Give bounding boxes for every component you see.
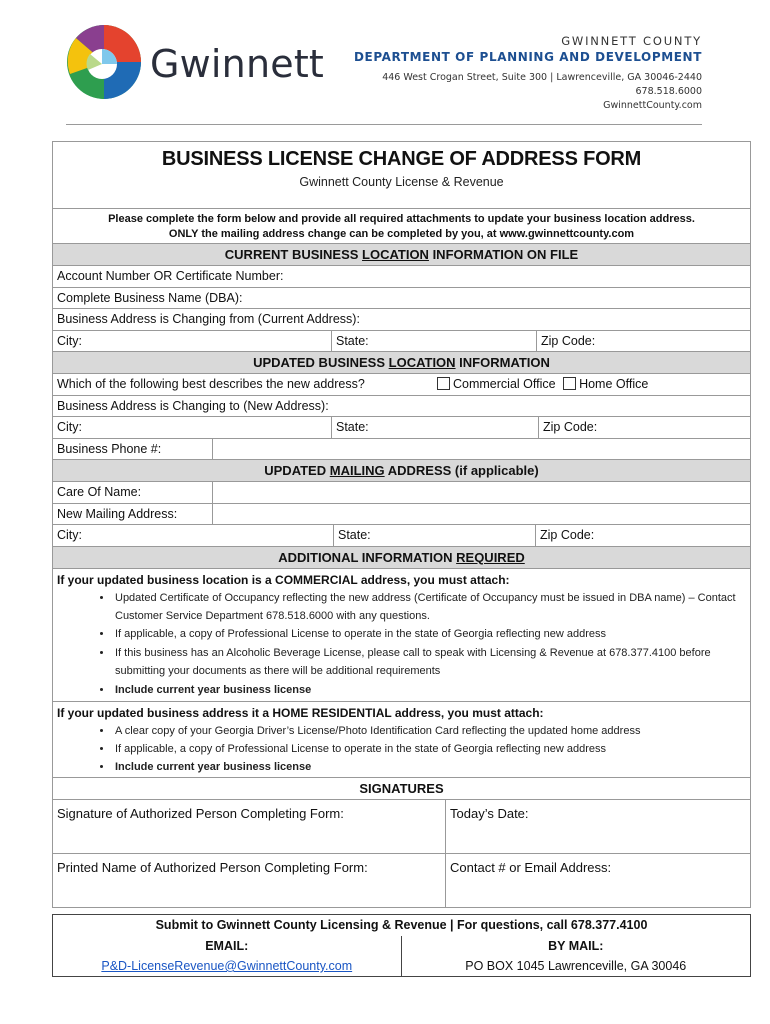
- mailing-address-row: [53, 503, 750, 525]
- department-name: DEPARTMENT OF PLANNING AND DEVELOPMENT: [354, 50, 702, 64]
- mailing-state-field[interactable]: State:: [334, 525, 536, 546]
- home-requirements-list: [53, 722, 750, 777]
- care-of-label: Care Of Name:: [53, 482, 213, 503]
- submission-footer: [52, 914, 751, 977]
- section-signatures: SIGNATURES: [53, 777, 750, 799]
- address-type-question: Which of the following best describes the new address?: [57, 377, 365, 391]
- section-updated-location: UPDATED BUSINESS LOCATION INFORMATION: [53, 351, 750, 373]
- list-item: • If applicable, a copy of Professional License to operate in the state of Georgia reflecting new address: [113, 740, 750, 758]
- form-title-block: [53, 142, 750, 208]
- commercial-office-checkbox[interactable]: [437, 377, 450, 390]
- home-requirements-heading: If your updated business address it a HOME RESIDENTIAL address, you must attach:: [57, 705, 544, 720]
- mailing-zip-field[interactable]: Zip Code:: [540, 528, 595, 542]
- current-address-field[interactable]: Business Address is Changing from (Current Address):: [57, 312, 360, 326]
- department-phone: 678.518.6000: [635, 86, 702, 97]
- department-website: GwinnettCounty.com: [603, 100, 702, 111]
- care-of-input[interactable]: [213, 482, 750, 503]
- department-address: 446 West Crogan Street, Suite 300 | Lawrenceville, GA 30046-2440: [382, 72, 702, 83]
- instructions-line-1: Please complete the form below and provide all required attachments to update your business location address.: [108, 213, 695, 225]
- contact-field[interactable]: Contact # or Email Address:: [450, 859, 612, 875]
- list-item: • Include current year business license: [113, 758, 750, 776]
- department-header: [354, 34, 702, 111]
- address-type-options: [433, 374, 750, 395]
- home-requirements: [53, 701, 750, 777]
- logo-wordmark: Gwinnett: [150, 42, 325, 86]
- mailing-city-field[interactable]: City:: [53, 525, 334, 546]
- commercial-office-label: Commercial Office: [453, 377, 556, 391]
- signature-field[interactable]: Signature of Authorized Person Completing Form:: [53, 800, 446, 853]
- submission-instructions: Submit to Gwinnett County Licensing & Revenue | For questions, call 678.377.4100: [155, 918, 648, 932]
- new-address-field[interactable]: Business Address is Changing to (New Address):: [57, 398, 329, 413]
- signature-row: [53, 799, 750, 853]
- home-office-checkbox[interactable]: [563, 377, 576, 390]
- form-title: BUSINESS LICENSE CHANGE OF ADDRESS FORM: [161, 148, 642, 170]
- submission-methods: [53, 936, 750, 976]
- section-mailing-address: UPDATED MAILING ADDRESS (if applicable): [53, 459, 750, 481]
- email-label: EMAIL:: [205, 939, 249, 953]
- printed-name-row: [53, 853, 750, 907]
- commercial-requirements: [53, 568, 750, 701]
- section-additional-info: ADDITIONAL INFORMATION REQUIRED: [53, 546, 750, 568]
- mailing-address-label: New Mailing Address:: [53, 504, 213, 525]
- list-item: • If this business has an Alcoholic Beverage License, please call to speak with Licensing & Revenue at 678.377.4100 before submitting your documents as there will be additional requirements: [113, 644, 750, 681]
- business-name-field[interactable]: Complete Business Name (DBA):: [57, 290, 243, 305]
- care-of-row: [53, 481, 750, 503]
- email-column: [53, 936, 402, 976]
- form-instructions: [53, 208, 750, 243]
- business-name-row: [53, 287, 750, 309]
- header-divider: [66, 124, 702, 125]
- home-office-label: Home Office: [579, 377, 649, 391]
- current-zip-field[interactable]: Zip Code:: [541, 333, 596, 348]
- account-number-row: [53, 265, 750, 287]
- current-address-row: [53, 308, 750, 330]
- instructions-line-2: ONLY the mailing address change can be completed by you, at www.gwinnettcounty.com: [168, 228, 635, 240]
- current-city-field[interactable]: City:: [53, 331, 332, 352]
- mail-address: PO BOX 1045 Lawrenceville, GA 30046: [465, 959, 687, 973]
- gwinnett-logo-icon: [66, 24, 142, 100]
- new-state-field[interactable]: State:: [332, 417, 539, 438]
- new-city-field[interactable]: City:: [53, 417, 332, 438]
- section-current-location: CURRENT BUSINESS LOCATION INFORMATION ON FILE: [53, 243, 750, 265]
- county-name: GWINNETT COUNTY: [561, 34, 702, 48]
- mail-column: [402, 936, 751, 976]
- mailing-address-input[interactable]: [213, 504, 750, 525]
- list-item: • A clear copy of your Georgia Driver’s License/Photo Identification Card reflecting the updated home address: [113, 722, 750, 740]
- mailing-city-row: [53, 524, 750, 546]
- commercial-requirements-heading: If your updated business location is a COMMERCIAL address, you must attach:: [57, 572, 510, 587]
- business-phone-row: [53, 438, 750, 460]
- email-link[interactable]: P&D-LicenseRevenue@GwinnettCounty.com: [101, 959, 353, 973]
- current-state-field[interactable]: State:: [332, 331, 537, 352]
- list-item: • If applicable, a copy of Professional License to operate in the state of Georgia reflecting new address: [113, 625, 750, 643]
- change-of-address-form: [52, 141, 751, 908]
- new-zip-field[interactable]: Zip Code:: [543, 420, 598, 434]
- new-address-row: [53, 395, 750, 417]
- business-phone-label: Business Phone #:: [53, 439, 213, 460]
- mail-label: BY MAIL:: [548, 939, 604, 953]
- list-item: • Updated Certificate of Occupancy reflecting the new address (Certificate of Occupancy must be issued in DBA name) – Contact Customer Service Department 678.518.6000 with any questions.: [113, 589, 750, 626]
- list-item: • Include current year business license: [113, 681, 750, 699]
- printed-name-field[interactable]: Printed Name of Authorized Person Completing Form:: [53, 854, 446, 907]
- current-city-row: [53, 330, 750, 352]
- new-city-row: [53, 416, 750, 438]
- form-subtitle: Gwinnett County License & Revenue: [299, 175, 504, 189]
- todays-date-field[interactable]: Today’s Date:: [450, 805, 529, 821]
- account-number-field[interactable]: Account Number OR Certificate Number:: [57, 269, 284, 283]
- business-phone-input[interactable]: [213, 439, 750, 460]
- commercial-requirements-list: [53, 589, 750, 699]
- address-type-row: [53, 373, 750, 395]
